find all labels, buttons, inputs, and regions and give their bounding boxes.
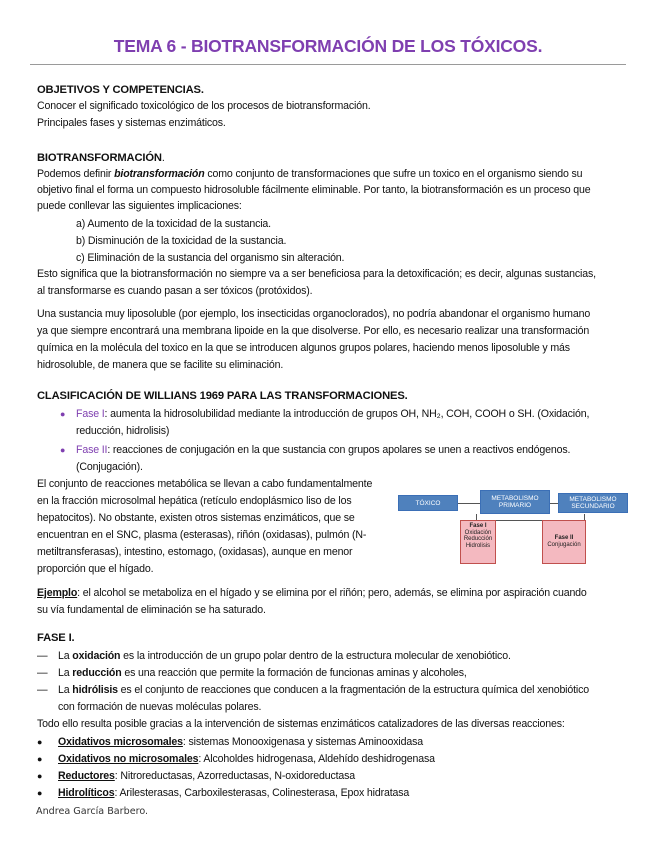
ejemplo-line-2: su vía fundamental de eliminación se ha saturado.	[37, 604, 266, 616]
dash-icon: —	[37, 684, 48, 696]
diagram-box-primario: METABOLISMO PRIMARIO	[480, 490, 550, 514]
clasif-fase2-line-1: Fase II: reacciones de conjugación en la que sustancia con grupos apolares se unen a reactivos endógenos.	[76, 444, 571, 456]
clasif-para-line-2: en la fracción microsolmal hepática (retículo endoplásmico liso de los	[37, 495, 352, 507]
fase1-enzyme-4: Hidrolíticos: Arilesterasas, Carboxilesterasas, Colinesterasa, Epox hidratasa	[58, 787, 410, 799]
biotrans-p1-line-1: Podemos definir biotransformación como conjunto de transformaciones que sufre un toxico en el organismo siendo su	[37, 168, 583, 180]
objetivos-line-2: Principales fases y sistemas enzimáticos.	[37, 117, 226, 129]
fase1-reduccion: La reducción es una reacción que permite la formación de funcionas aminas y alcoholes,	[58, 667, 467, 679]
fase2-label: Fase II	[76, 444, 108, 456]
fase1-heading: FASE I.	[37, 632, 75, 644]
bullet-icon: ●	[60, 409, 66, 419]
diagram-arrow	[458, 503, 480, 504]
ejemplo-label: Ejemplo	[37, 587, 78, 599]
bullet-icon: ●	[37, 754, 43, 764]
biotrans-heading: BIOTRANSFORMACIÓN.	[37, 152, 165, 164]
fase1-hidrolisis: La hidrólisis es el conjunto de reacciones que conducen a la fragmentación de la estructura química del xenobiótico	[58, 684, 590, 696]
fase1-label: Fase I	[76, 408, 105, 420]
biotrans-p2-line-2: al transformarse es cuando pasan a ser tóxicos (protóxidos).	[37, 285, 313, 297]
footer-author: Andrea García Barbero.	[36, 806, 149, 817]
fase1-hidrolisis-line-2: con formación de nuevas moléculas polares.	[58, 701, 262, 713]
clasif-para-line-6: proporción que el hígado.	[37, 563, 154, 575]
biotrans-list-a: a) Aumento de la toxicidad de la sustancia.	[76, 218, 271, 230]
diagram-box-secundario: METABOLISMO SECUNDARIO	[558, 493, 628, 513]
metabolism-diagram	[398, 490, 628, 590]
title-divider	[30, 64, 626, 65]
bullet-icon: ●	[37, 771, 43, 781]
clasif-fase1-line-1: Fase I: aumenta la hidrosolubilidad mediante la introducción de grupos OH, NH₂, COH, COOH o SH. (Oxidación,	[76, 408, 590, 420]
objetivos-heading: OBJETIVOS Y COMPETENCIAS.	[37, 84, 204, 96]
biotrans-p3-line-3: química en la molécula del toxico en la que se introducen algunos grupos polares, haciendo menos liposoluble y más	[37, 342, 570, 354]
bullet-icon: ●	[37, 737, 43, 747]
clasif-para-line-5: metiltransferasas), intestino, estomago, (oxidasas), aunque en menor	[37, 546, 353, 558]
diagram-box-fase2: Fase II Conjugación	[542, 520, 586, 564]
clasif-fase1-line-2: reducción, hidrolisis)	[76, 425, 170, 437]
biotrans-p1-line-2: objetivo final el forma un compuesto hidrosoluble fácilmente eliminable. Por tanto, la biotransformación es un proceso que	[37, 184, 591, 196]
fase1-enzyme-1: Oxidativos microsomales: sistemas Monooxigenasa y sistemas Aminooxidasa	[58, 736, 424, 748]
clasif-para-line-4: encuentran en el SNC, plasma (esterasas), riñón (oxidasas), pulmón (N-	[37, 529, 367, 541]
dash-icon: —	[37, 667, 48, 679]
bullet-icon: ●	[60, 445, 66, 455]
biotrans-p2-line-1: Esto significa que la biotransformación no siempre va a ser beneficiosa para la detoxificación; es decir, algunas sustancias,	[37, 268, 596, 280]
biotrans-term: biotransformación	[114, 168, 205, 180]
diagram-arrow	[550, 503, 558, 504]
fase1-oxidacion: La oxidación es la introducción de un grupo polar dentro de la estructura molecular de xenobiótico.	[58, 650, 511, 662]
clasif-fase2-line-2: (Conjugación).	[76, 461, 143, 473]
fase1-enzyme-3: Reductores: Nitroreductasas, Azorreductasas, N-oxidoreductasa	[58, 770, 356, 782]
clasif-para-line-1: El conjunto de reacciones metabólica se llevan a cabo fundamentalmente	[37, 478, 373, 490]
biotrans-p1-line-3: puede conllevar las siguientes implicaciones:	[37, 200, 242, 212]
biotrans-list-b: b) Disminución de la toxicidad de la sustancia.	[76, 235, 287, 247]
biotrans-p3-line-1: Una sustancia muy liposoluble (por ejemplo, los insecticidas organoclorados), no podría abandonar el organismo humano	[37, 308, 591, 320]
biotrans-p3-line-4: hidrosoluble, de manera que se facilite su eliminación.	[37, 359, 284, 371]
diagram-box-fase1: Fase I Oxidación Reducción Hidrolisis	[460, 520, 496, 564]
clasif-heading: CLASIFICACIÓN DE WILLIANS 1969 PARA LAS TRANSFORMACIONES.	[37, 390, 408, 402]
dash-icon: —	[37, 650, 48, 662]
fase1-intro: Todo ello resulta posible gracias a la intervención de sistemas enzimáticos catalizadores de las diversas reacciones:	[37, 718, 565, 730]
ejemplo-line-1: Ejemplo: el alcohol se metaboliza en el hígado y se elimina por el riñón; pero, además, se elimina por aspiración cuando	[37, 587, 587, 599]
biotrans-list-c: c) Eliminación de la sustancia del organismo sin alteración.	[76, 252, 345, 264]
diagram-box-toxico: TÓXICO	[398, 495, 458, 511]
page-title: TEMA 6 - BIOTRANSFORMACIÓN DE LOS TÓXICOS.	[113, 36, 543, 56]
clasif-para-line-3: hepatocitos). No obstante, existen otros sistemas enzimáticos, que se	[37, 512, 355, 524]
biotrans-p3-line-2: ya que siempre encontrará una membrana lipoide en la que disolverse. Por ello, es necesario realizar una transformación	[37, 325, 590, 337]
bullet-icon: ●	[37, 788, 43, 798]
objetivos-line-1: Conocer el significado toxicológico de los procesos de biotransformación.	[37, 100, 371, 112]
fase1-enzyme-2: Oxidativos no microsomales: Alcoholdes hidrogenasa, Aldehído deshidrogenasa	[58, 753, 435, 765]
